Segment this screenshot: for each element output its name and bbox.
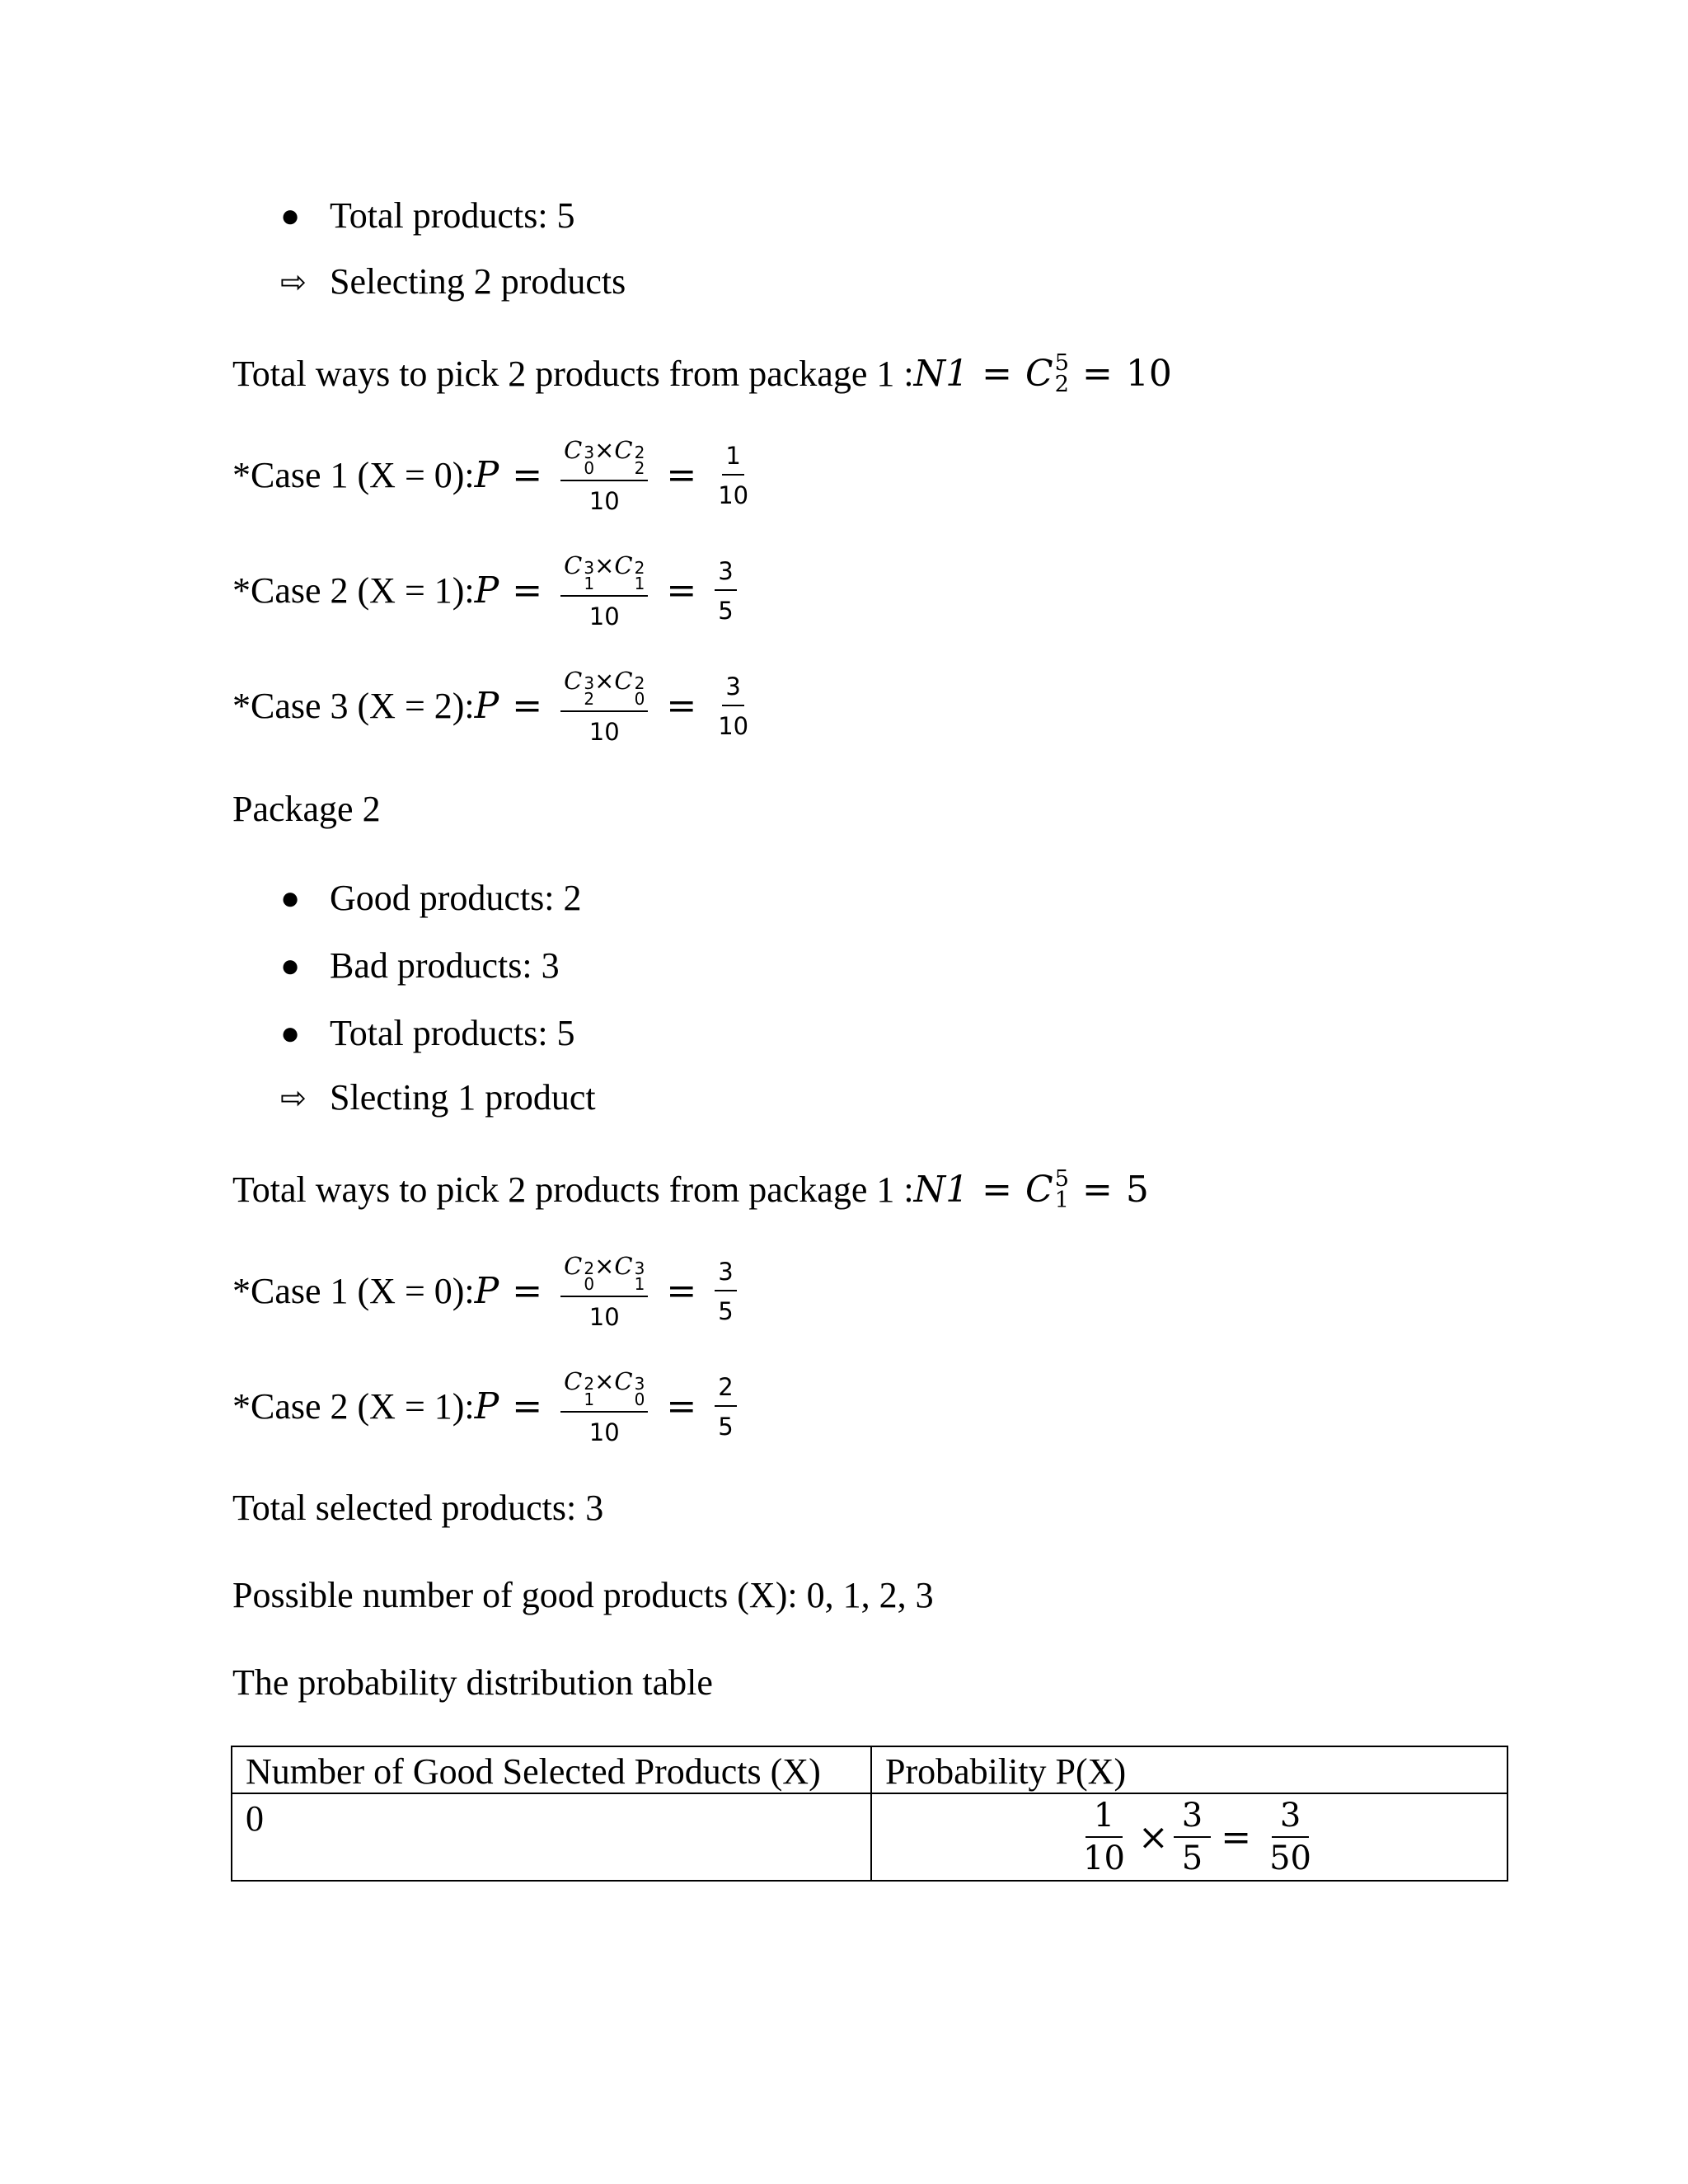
case-line (232, 435, 757, 516)
total-ways-line (232, 350, 1172, 397)
times-sign: × (1137, 1816, 1169, 1858)
table-cell-x: 0 (232, 1793, 871, 1881)
case-formula: P = C 3 0 ×C 2 2 10 = $\frac{1}{10}$ (475, 435, 757, 516)
list-item-text: Total products: 5 (330, 195, 575, 236)
fraction: C 3 0 ×C 2 2 10 (560, 435, 648, 516)
table-row (232, 1793, 1507, 1881)
n-variable: N1 (913, 352, 969, 395)
total-result: 10 (1125, 352, 1172, 395)
list-item-text: Total products: 5 (330, 1013, 575, 1053)
section-heading: Package 2 (232, 789, 381, 829)
case-formula: P = C 2 0 ×C 3 1 10 = $\frac{3}{5}$ (475, 1251, 742, 1332)
case-formula: P = C 2 1 ×C 3 0 10 = $\frac{2}{5}$ (475, 1366, 742, 1447)
bullet-icon: ● (280, 1015, 301, 1052)
list-item-text: Slecting 1 product (330, 1077, 596, 1118)
equals-sign: = (982, 352, 1012, 395)
case-formula: P = C 3 1 ×C 2 1 10 = $\frac{3}{5}$ (475, 551, 742, 631)
fraction: $\frac{3}{5}$ (715, 556, 736, 626)
fraction: $\frac{3}{50}$ (1269, 1797, 1312, 1877)
fraction: C 3 2 ×C 2 0 10 (560, 666, 648, 747)
table-cell-probability (871, 1793, 1507, 1881)
fraction: $\frac{2}{5}$ (715, 1372, 736, 1442)
column-header: Number of Good Selected Products (X) (232, 1746, 871, 1793)
bullet-icon: ● (280, 879, 301, 916)
fraction: $\frac{1}{10}$ (718, 441, 749, 510)
fraction: $\frac{3}{5}$ (715, 1257, 736, 1327)
possible-numbers-line: Possible number of good products (X): 0, 1, 2, 3 (232, 1575, 934, 1615)
case-line (232, 1251, 742, 1332)
total-ways-formula (913, 350, 1172, 397)
total-result: 5 (1125, 1168, 1149, 1211)
arrow-right-icon: ⇨ (280, 264, 307, 300)
case-line (232, 1366, 742, 1447)
list-item-text: Bad products: 3 (330, 945, 560, 986)
case-label: *Case 2 (X = 1): (232, 570, 475, 612)
fraction: C 3 1 ×C 2 1 10 (560, 551, 648, 631)
case-line (232, 551, 742, 631)
case-label: *Case 1 (X = 0): (232, 455, 475, 496)
fraction: C 2 1 ×C 3 0 10 (560, 1366, 648, 1447)
case-label: *Case 3 (X = 2): (232, 686, 475, 727)
case-label: *Case 2 (X = 1): (232, 1386, 475, 1427)
n-variable: N1 (913, 1168, 969, 1211)
table-caption: The probability distribution table (232, 1662, 713, 1703)
arrow-right-icon: ⇨ (280, 1080, 307, 1116)
total-ways-text: Total ways to pick 2 products from package 1 : (232, 353, 914, 394)
case-line (232, 666, 757, 747)
list-item (280, 1077, 596, 1118)
list-item (280, 1015, 575, 1052)
fraction: $\frac{3}{5}$ (1174, 1795, 1211, 1879)
equals-sign: = (1082, 352, 1113, 395)
probability-table (231, 1746, 1508, 1882)
probability-formula (1070, 1795, 1325, 1879)
combination: C 5 1 (1025, 1166, 1069, 1213)
bullet-icon: ● (280, 197, 301, 234)
fraction: $\frac{1}{10}$ (1083, 1797, 1125, 1877)
equals-sign: = (982, 1168, 1012, 1211)
fraction: C 2 0 ×C 3 1 10 (560, 1251, 648, 1332)
column-header: Probability P(X) (871, 1746, 1507, 1793)
total-ways-formula (913, 1166, 1149, 1213)
case-formula: P = C 3 2 ×C 2 0 10 = $\frac{3}{10}$ (475, 666, 757, 747)
total-ways-line (232, 1166, 1149, 1213)
total-ways-text: Total ways to pick 2 products from package 1 : (232, 1169, 914, 1210)
list-item-text: Selecting 2 products (330, 261, 626, 302)
list-item (280, 195, 575, 236)
equals-sign: = (1082, 1168, 1113, 1211)
total-selected-line: Total selected products: 3 (232, 1488, 604, 1528)
fraction: $\frac{3}{10}$ (718, 672, 749, 741)
bullet-icon: ● (280, 947, 301, 984)
list-item-text: Good products: 2 (330, 878, 582, 918)
table-header-row (232, 1746, 1507, 1793)
combination: C 5 2 (1025, 350, 1069, 397)
list-item (280, 945, 560, 986)
equals-sign: = (1221, 1816, 1252, 1858)
list-item (280, 880, 582, 916)
list-item (280, 261, 626, 302)
case-label: *Case 1 (X = 0): (232, 1271, 475, 1312)
